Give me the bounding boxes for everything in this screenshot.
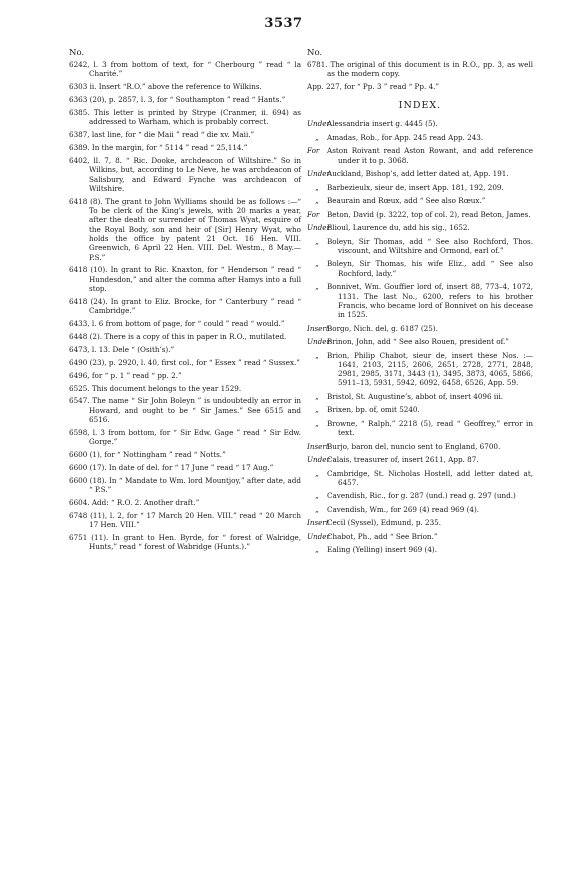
errata-entry: 6604. Add: “ R.O. 2. Another draft.” xyxy=(69,498,200,508)
errata-entry: App. 227, for “ Pp. 3 ” read “ Pp. 4.” xyxy=(307,82,440,92)
index-list xyxy=(307,119,533,554)
index-entry-text: Brinon, John, add “ See also Rouen, president of.” xyxy=(327,337,509,347)
index-entry-text: Brixen, bp. of, omit 5240. xyxy=(327,405,420,415)
index-entry-text: Cavendish, Wm., for 269 (4) read 969 (4). xyxy=(327,504,480,514)
index-entry-text: Ealing (Yelling) insert 969 (4). xyxy=(327,545,437,555)
index-entry-text: Cambridge, St. Nicholas Hostell, add letter dated at, 6457. xyxy=(327,468,533,487)
errata-entry: 6448 (2). There is a copy of this in paper in R.O., mutilated. xyxy=(69,331,287,341)
index-entry-text: Burjo, baron del, nuncio sent to England, 6700. xyxy=(327,441,501,451)
index-entry-text: Bristol, St. Augustine’s, abbot of, insert 4096 iii. xyxy=(327,391,504,401)
index-entry-text: Beaurain and Rœux, add “ See also Rœux.” xyxy=(327,196,486,206)
index-entry xyxy=(307,183,533,192)
index-entry-text: Calais, treasurer of, insert 2611, App. 87. xyxy=(327,455,479,465)
index-entry xyxy=(307,442,533,451)
index-entry xyxy=(307,259,533,278)
index-entry xyxy=(307,392,533,401)
index-entry xyxy=(307,469,533,488)
index-entry-prefix: „ xyxy=(315,391,319,401)
right-column xyxy=(307,48,533,559)
column-header-no: No. xyxy=(307,48,323,58)
index-entry xyxy=(307,337,533,346)
index-entry xyxy=(307,419,533,438)
index-entry-text: Amadas, Rob., for App. 245 read App. 243. xyxy=(327,132,484,142)
index-entry-prefix: Insert xyxy=(307,441,329,451)
index-entry-prefix: Under xyxy=(307,119,330,129)
errata-entry: 6600 (18). In “ Mandate to Wm. lord Mountjoy,” after date, add “ P.S.” xyxy=(69,475,301,495)
index-entry-prefix: „ xyxy=(315,350,319,360)
index-entry-text: Chabot, Ph., add “ See Brion.” xyxy=(327,531,438,541)
index-entry-prefix: „ xyxy=(315,182,319,192)
errata-entry: 6600 (1), for “ Nottingham ” read “ Notts.” xyxy=(69,450,226,460)
index-entry-prefix: „ xyxy=(315,418,319,428)
index-entry-text: Blioul, Laurence du, add his sig., 1652. xyxy=(327,223,470,233)
index-entry-text: Boleyn, Sir Thomas, his wife Eliz., add “ See also Rochford, lady.” xyxy=(327,259,533,278)
index-entry-text: Brion, Philip Chabot, sieur de, insert these Nos. :—1641, 2103, 2115, 2606, 2651, 2728, 2771, 2848, 2981, 2985, 3171, 3443 (1), 3495, 3873, 4065, 5866, 5911–13, 5931, 5942, 6092, 6458, 6526, App. 59. xyxy=(327,350,533,388)
index-entry xyxy=(307,545,533,554)
index-entry-text: Cavendish, Ric., for g. 287 (und.) read g. 297 (und.) xyxy=(327,491,516,501)
index-entry-prefix: „ xyxy=(315,504,319,514)
index-entry-prefix: „ xyxy=(315,236,319,246)
index-entry-prefix: „ xyxy=(315,282,319,292)
index-entry xyxy=(307,324,533,333)
index-heading: INDEX. xyxy=(398,100,442,112)
index-entry-prefix: Under xyxy=(307,169,330,179)
index-entry-prefix: For xyxy=(307,146,320,156)
index-entry xyxy=(307,169,533,178)
errata-entry: 6418 (8). The grant to John Wylliams should be as follows :—“ To be clerk of the King’s jewels, with 20 marks a year, after the death or surrender of Thomas Wyat, esquire of the Royal Body, son and heir of [Sir] Henry Wyat, who holds the office by patent 21 Oct. 16 Hen. VIII. Greenwich, 6 April 22 Hen. VIII. Del. Westm., 8 May.—P.S.” xyxy=(69,196,301,262)
errata-entry: 6751 (11). In grant to Hen. Byrde, for “ forest of Walridge, Hunts,” read “ forest of Wabridge (Hunts.).” xyxy=(69,533,301,552)
errata-list xyxy=(69,60,301,552)
errata-entry: 6418 (10). In grant to Ric. Knaxton, for “ Henderson ” read “ Hundesdon,” and alter the comma after Hamys into a full stop. xyxy=(69,265,301,293)
index-entry-text: Bonnivet, Wm. Gouffier lord of, insert 88, 773–4, 1072, 1131. The last No., 6200, refers to his brother Francis, who became lord of Bonnivet on his decease in 1525. xyxy=(327,282,533,320)
index-entry xyxy=(307,119,533,128)
errata-entry: 6547. The name “ Sir John Boleyn ” is undoubtedly an error in Howard, and ought to be “ Sir James.” See 6515 and 6516. xyxy=(69,396,301,424)
index-entry xyxy=(307,146,533,165)
errata-entry: 6303 ii. Insert “R.O.” above the reference to Wilkins. xyxy=(69,82,262,92)
column-header-no: No. xyxy=(69,48,85,58)
index-entry-prefix: „ xyxy=(315,545,319,555)
index-entry-prefix: „ xyxy=(315,491,319,501)
index-entry xyxy=(307,223,533,232)
index-entry xyxy=(307,237,533,256)
index-entry-text: Beton, David (p. 3222, top of col. 2), read Beton, James. xyxy=(327,209,531,219)
index-entry-text: Aston Roivant read Aston Rowant, and add reference under it to p. 3068. xyxy=(327,146,533,165)
index-entry-prefix: Under xyxy=(307,337,330,347)
index-entry-prefix: „ xyxy=(315,196,319,206)
index-entry xyxy=(307,405,533,414)
index-entry-prefix: „ xyxy=(315,468,319,478)
index-entry-text: Auckland, Bishop’s, add letter dated at, App. 191. xyxy=(327,169,509,179)
index-entry xyxy=(307,518,533,527)
errata-entry: 6242, l. 3 from bottom of text, for “ Cherbourg ” read “ la Charité.” xyxy=(69,60,301,79)
errata-entry: 6363 (20), p. 2857, l. 3, for “ Southampton ” read “ Hants.” xyxy=(69,95,286,105)
errata-entry: 6385. This letter is printed by Strype (Cranmer, ii. 694) as addressed to Warham, which is probably correct. xyxy=(69,107,301,127)
index-entry xyxy=(307,282,533,319)
left-column xyxy=(69,48,301,555)
index-entry-prefix: Under xyxy=(307,223,330,233)
index-entry-text: Alessandria insert g. 4445 (5). xyxy=(327,119,438,129)
page-number: 3537 xyxy=(264,16,303,31)
index-entry-text: Boleyn, Sir Thomas, add “ See also Rochford, Thos. viscount, and Wiltshire and Ormond, earl of.” xyxy=(327,236,533,255)
index-entry-prefix: „ xyxy=(315,132,319,142)
errata-entry: 6433, l. 6 from bottom of page, for “ could ” read “ would.” xyxy=(69,319,285,329)
index-entry-text: Barbezieulx, sieur de, insert App. 181, 192, 209. xyxy=(327,182,504,192)
index-entry xyxy=(307,491,533,500)
errata-entry: 6598, l. 3 from bottom, for “ Sir Edw. Gage ” read “ Sir Edw. Gorge.” xyxy=(69,427,301,447)
errata-entry: 6389. In the margin, for “ 5114 ” read “ 25,114.” xyxy=(69,143,248,153)
index-entry-text: Cecil (Syssel), Edmund, p. 235. xyxy=(327,518,442,528)
errata-entry: 6748 (11), l. 2, for “ 17 March 20 Hen. VIII.” read “ 20 March 17 Hen. VIII.” xyxy=(69,510,301,530)
index-entry-prefix: Insert xyxy=(307,518,329,528)
errata-list xyxy=(307,60,533,91)
index-entry xyxy=(307,505,533,514)
index-entry-text: Borgo, Nich. del, g. 6187 (25). xyxy=(327,323,438,333)
index-entry-prefix: Under xyxy=(307,531,330,541)
errata-entry: 6473, l. 13. Dele “ (Osith’s).” xyxy=(69,344,175,354)
index-entry-prefix: „ xyxy=(315,405,319,415)
index-entry xyxy=(307,455,533,464)
index-entry-prefix: Under xyxy=(307,455,330,465)
errata-entry: 6496, for “ p. 1 ” read “ pp. 2.” xyxy=(69,370,182,380)
index-entry xyxy=(307,133,533,142)
errata-entry: 6781. The original of this document is in R.O., pp. 3, as well as the modern copy. xyxy=(307,60,533,79)
errata-entry: 6600 (17). In date of del. for “ 17 June ” read “ 17 Aug.” xyxy=(69,462,274,472)
index-entry xyxy=(307,210,533,219)
errata-entry: 6490 (23), p. 2920, l. 40, first col., for “ Essex ” read “ Sussex.” xyxy=(69,357,300,367)
index-entry-text: Browne, “ Ralph,” 2218 (5), read “ Geoffrey,” error in text. xyxy=(327,418,533,438)
index-entry-prefix: For xyxy=(307,209,320,219)
index-entry xyxy=(307,532,533,541)
errata-entry: 6525. This document belongs to the year 1529. xyxy=(69,383,242,393)
index-entry-prefix: Insert xyxy=(307,323,329,333)
errata-entry: 6387, last line, for “ die Maii ” read “ die xv. Maii.” xyxy=(69,130,255,140)
errata-entry: 6418 (24). In grant to Eliz. Brocke, for “ Canterbury ” read “ Cambridge.” xyxy=(69,296,301,316)
index-entry xyxy=(307,196,533,205)
index-entry-prefix: „ xyxy=(315,259,319,269)
errata-entry: 6402, ll. 7, 8. “ Ric. Dooke, archdeacon of Wiltshire.” So in Wilkins, but, according to Le Neve, he was archdeacon of Salisbury, and Edward Fynche was archdeacon of Wiltshire. xyxy=(69,155,301,193)
index-entry xyxy=(307,351,533,388)
